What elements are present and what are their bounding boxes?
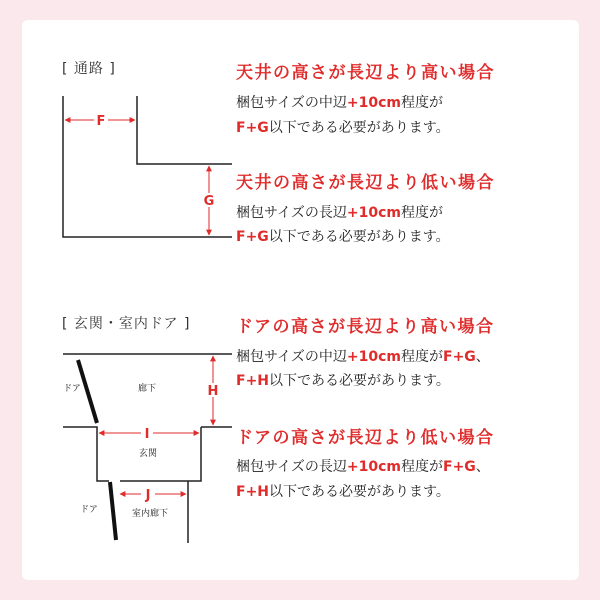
passage-walls <box>63 96 232 237</box>
note-4-line-2: F+H以下である必要があります。 <box>236 484 450 500</box>
entrance-label: 玄関 <box>138 449 158 459</box>
door-label-2: ドア <box>80 505 98 515</box>
note-4-heading: ドアの高さが長辺より低い場合 <box>236 428 495 448</box>
dimension-j-label: J <box>145 488 151 503</box>
dimension-i-label: I <box>144 427 150 442</box>
door-label-1: ドア <box>63 384 81 394</box>
entrance-walls <box>63 427 232 543</box>
door-2 <box>110 482 116 540</box>
dimension-f-label: F <box>96 114 106 129</box>
entrance-section-title: [ 玄関・室内ドア ] <box>62 316 191 332</box>
dimension-g-label: G <box>203 194 215 209</box>
note-1-heading: 天井の高さが長辺より高い場合 <box>236 63 495 83</box>
note-1-line-1: 梱包サイズの中辺+10cm程度が <box>236 95 443 111</box>
note-3-line-2: F+H以下である必要があります。 <box>236 373 450 389</box>
note-1-line-2: F+G以下である必要があります。 <box>236 120 450 136</box>
note-2-line-1: 梱包サイズの長辺+10cm程度が <box>236 205 443 221</box>
dimension-h-label: H <box>207 384 219 399</box>
note-2-heading: 天井の高さが長辺より低い場合 <box>236 173 495 193</box>
note-3-line-1: 梱包サイズの中辺+10cm程度がF+G、 <box>236 349 490 365</box>
corridor-label: 廊下 <box>137 384 157 394</box>
note-4-line-1: 梱包サイズの長辺+10cm程度がF+G、 <box>236 459 490 475</box>
passage-section-title: [ 通路 ] <box>62 61 116 77</box>
note-3-heading: ドアの高さが長辺より高い場合 <box>236 317 495 337</box>
note-2-line-2: F+G以下である必要があります。 <box>236 229 450 245</box>
passage-diagram <box>63 96 232 237</box>
entrance-diagram <box>63 354 232 543</box>
indoor-corridor-label: 室内廊下 <box>131 509 169 519</box>
